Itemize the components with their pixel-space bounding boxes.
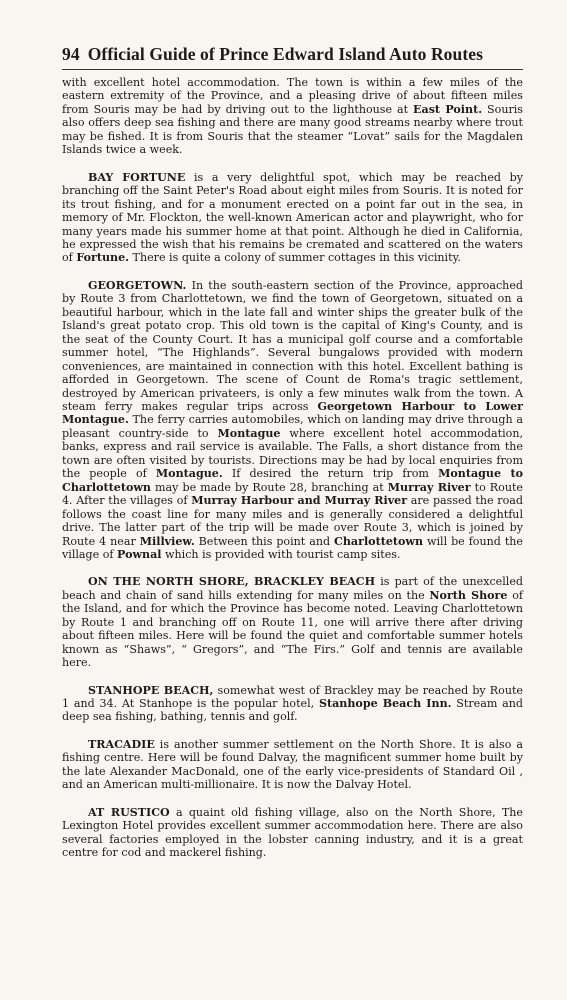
bold-place-name: Millview. xyxy=(139,534,195,548)
text-run: to Route 4. After the villages of xyxy=(62,480,523,508)
paragraph-bay-fortune xyxy=(62,171,523,265)
text-run: of the Island, and for which the Province has become noted. Leaving Charlottetown by Route 1 and branching off on Route 11, one will arrive there after driving about fifteen miles. Here will be found the quiet and comfortable summer hotels known as “Shaws”, “ Gregors”, and “The Firs.” Golf and tennis are available here. xyxy=(62,588,523,670)
text-run: Souris also offers deep sea fishing and there are many good streams nearby where trout may be fished. It is from Souris that the steamer “Lovat” sails for the Magdalen Islands twice a week. xyxy=(62,102,524,157)
bold-place-name: Murray Harbour and Murray River xyxy=(191,494,408,508)
text-run: Between this point and xyxy=(194,534,335,548)
paragraph-brackley-beach xyxy=(62,575,523,669)
text-run: with excellent hotel accommodation. The town is within a few miles of the eastern extremity of the Province, and a pleasing drive of about fifteen miles from Souris may be had by driving out to the lighthouse at xyxy=(62,76,523,116)
bold-place-name: AT RUSTICO xyxy=(88,805,170,819)
bold-place-name: Murray River xyxy=(387,480,471,494)
text-run: Stream and deep sea fishing, bathing, tennis and golf. xyxy=(62,697,523,724)
bold-place-name: North Shore xyxy=(429,588,508,602)
text-run: There is quite a colony of summer cottages in this vicinity. xyxy=(129,251,461,265)
bold-place-name: East Point. xyxy=(413,102,483,116)
paragraph-rustico xyxy=(62,806,523,860)
bold-place-name: Montague xyxy=(217,426,281,440)
bold-place-name: Georgetown Harbour to Lower Montague. xyxy=(62,399,524,427)
page-number: 94 xyxy=(62,44,80,64)
text-run: The ferry carries automobiles, which on landing may drive through a pleasant country-side to xyxy=(62,413,523,440)
bold-place-name: STANHOPE BEACH, xyxy=(88,683,214,697)
text-run: In the south-eastern section of the Province, approached by Route 3 from Charlottetown, we find the town of Georgetown, situated on a beautiful harbour, which in the late fall and winter ships the greater bulk of the Island's great potato crop. This old town is the capital of King's County, and is the seat of the County Court. It has a municipal golf course and a comfortable summer hotel, “The Highlands”. Several bungalows provided with modern conveniences, are maintained in connection with this hotel. Excellent bathing is afforded in Georgetown. The scene of Count de Roma's tragic settlement, destroyed by American privateers, is only a few minutes walk from the town. A steam ferry makes regular trips across xyxy=(62,278,523,413)
bold-place-name: TRACADIE xyxy=(88,737,155,751)
text-run: is part of the unexcelled beach and chain of sand hills extending for many miles on the xyxy=(62,575,523,602)
bold-place-name: ON THE NORTH SHORE, BRACKLEY BEACH xyxy=(88,575,376,589)
text-run: which is provided with tourist camp sites. xyxy=(161,547,401,561)
bold-place-name: Pownal xyxy=(117,547,162,561)
paragraph-georgetown xyxy=(62,279,523,562)
bold-place-name: Fortune. xyxy=(76,251,130,265)
text-run: is a very delightful spot, which may be reached by branching off the Saint Peter's Road about eight miles from Souris. It is noted for its trout fishing, and for a monument erected on a point far out in the sea, in memory of Mr. Flockton, the well-known American actor and playwright, who for many years made his summer home at that point. Although he died in California, he expressed the wish that his remains be cremated and scattered on the waters of xyxy=(62,170,523,265)
paragraph-stanhope-beach xyxy=(62,684,523,724)
paragraph-souris-continued xyxy=(62,76,523,157)
bold-place-name: GEORGETOWN. xyxy=(88,278,187,292)
text-run: somewhat west of Brackley may be reached by Route 1 and 34. At Stanhope is the popular hotel, xyxy=(62,683,524,711)
text-run: where excellent hotel accommodation, banks, express and rail service is available. The Falls, a short distance from the town are often visited by tourists. Directions may be had by local enquiries from the people of xyxy=(62,426,523,481)
text-run: are passed the road follows the coast line for many miles and is generally considered a delightful drive. The latter part of the trip will be made over Route 3, which is joined by Route 4 near xyxy=(62,494,523,548)
bold-place-name: Charlottetown xyxy=(334,534,424,548)
paragraph-tracadie xyxy=(62,738,523,792)
page-header xyxy=(62,44,523,70)
text-run: is another summer settlement on the North Shore. It is also a fishing centre. Here will be found Dalvay, the magnificent summer home built by the late Alexander MacDonald, one of the early vice-presidents of Standard Oil , and an American multi-millionaire. It is now the Dalvay Hotel. xyxy=(62,737,523,792)
text-run: If desired the return trip from xyxy=(222,467,439,481)
text-run: will be found the village of xyxy=(62,534,523,561)
bold-place-name: Montague. xyxy=(155,467,223,481)
running-title: Official Guide of Prince Edward Island Auto Routes xyxy=(87,44,484,64)
bold-place-name: Stanhope Beach Inn. xyxy=(318,697,452,711)
text-run: may be made by Route 28, branching at xyxy=(151,480,388,494)
bold-place-name: BAY FORTUNE xyxy=(88,170,186,184)
body-text xyxy=(62,76,523,860)
text-run: a quaint old fishing village, also on the North Shore, The Lexington Hotel provides excellent summer accommodation here. There are also several factories employed in the lobster canning industry, and it is a great centre for cod and mackerel fishing. xyxy=(62,805,523,860)
bold-place-name: Montague to Charlottetown xyxy=(62,467,524,494)
